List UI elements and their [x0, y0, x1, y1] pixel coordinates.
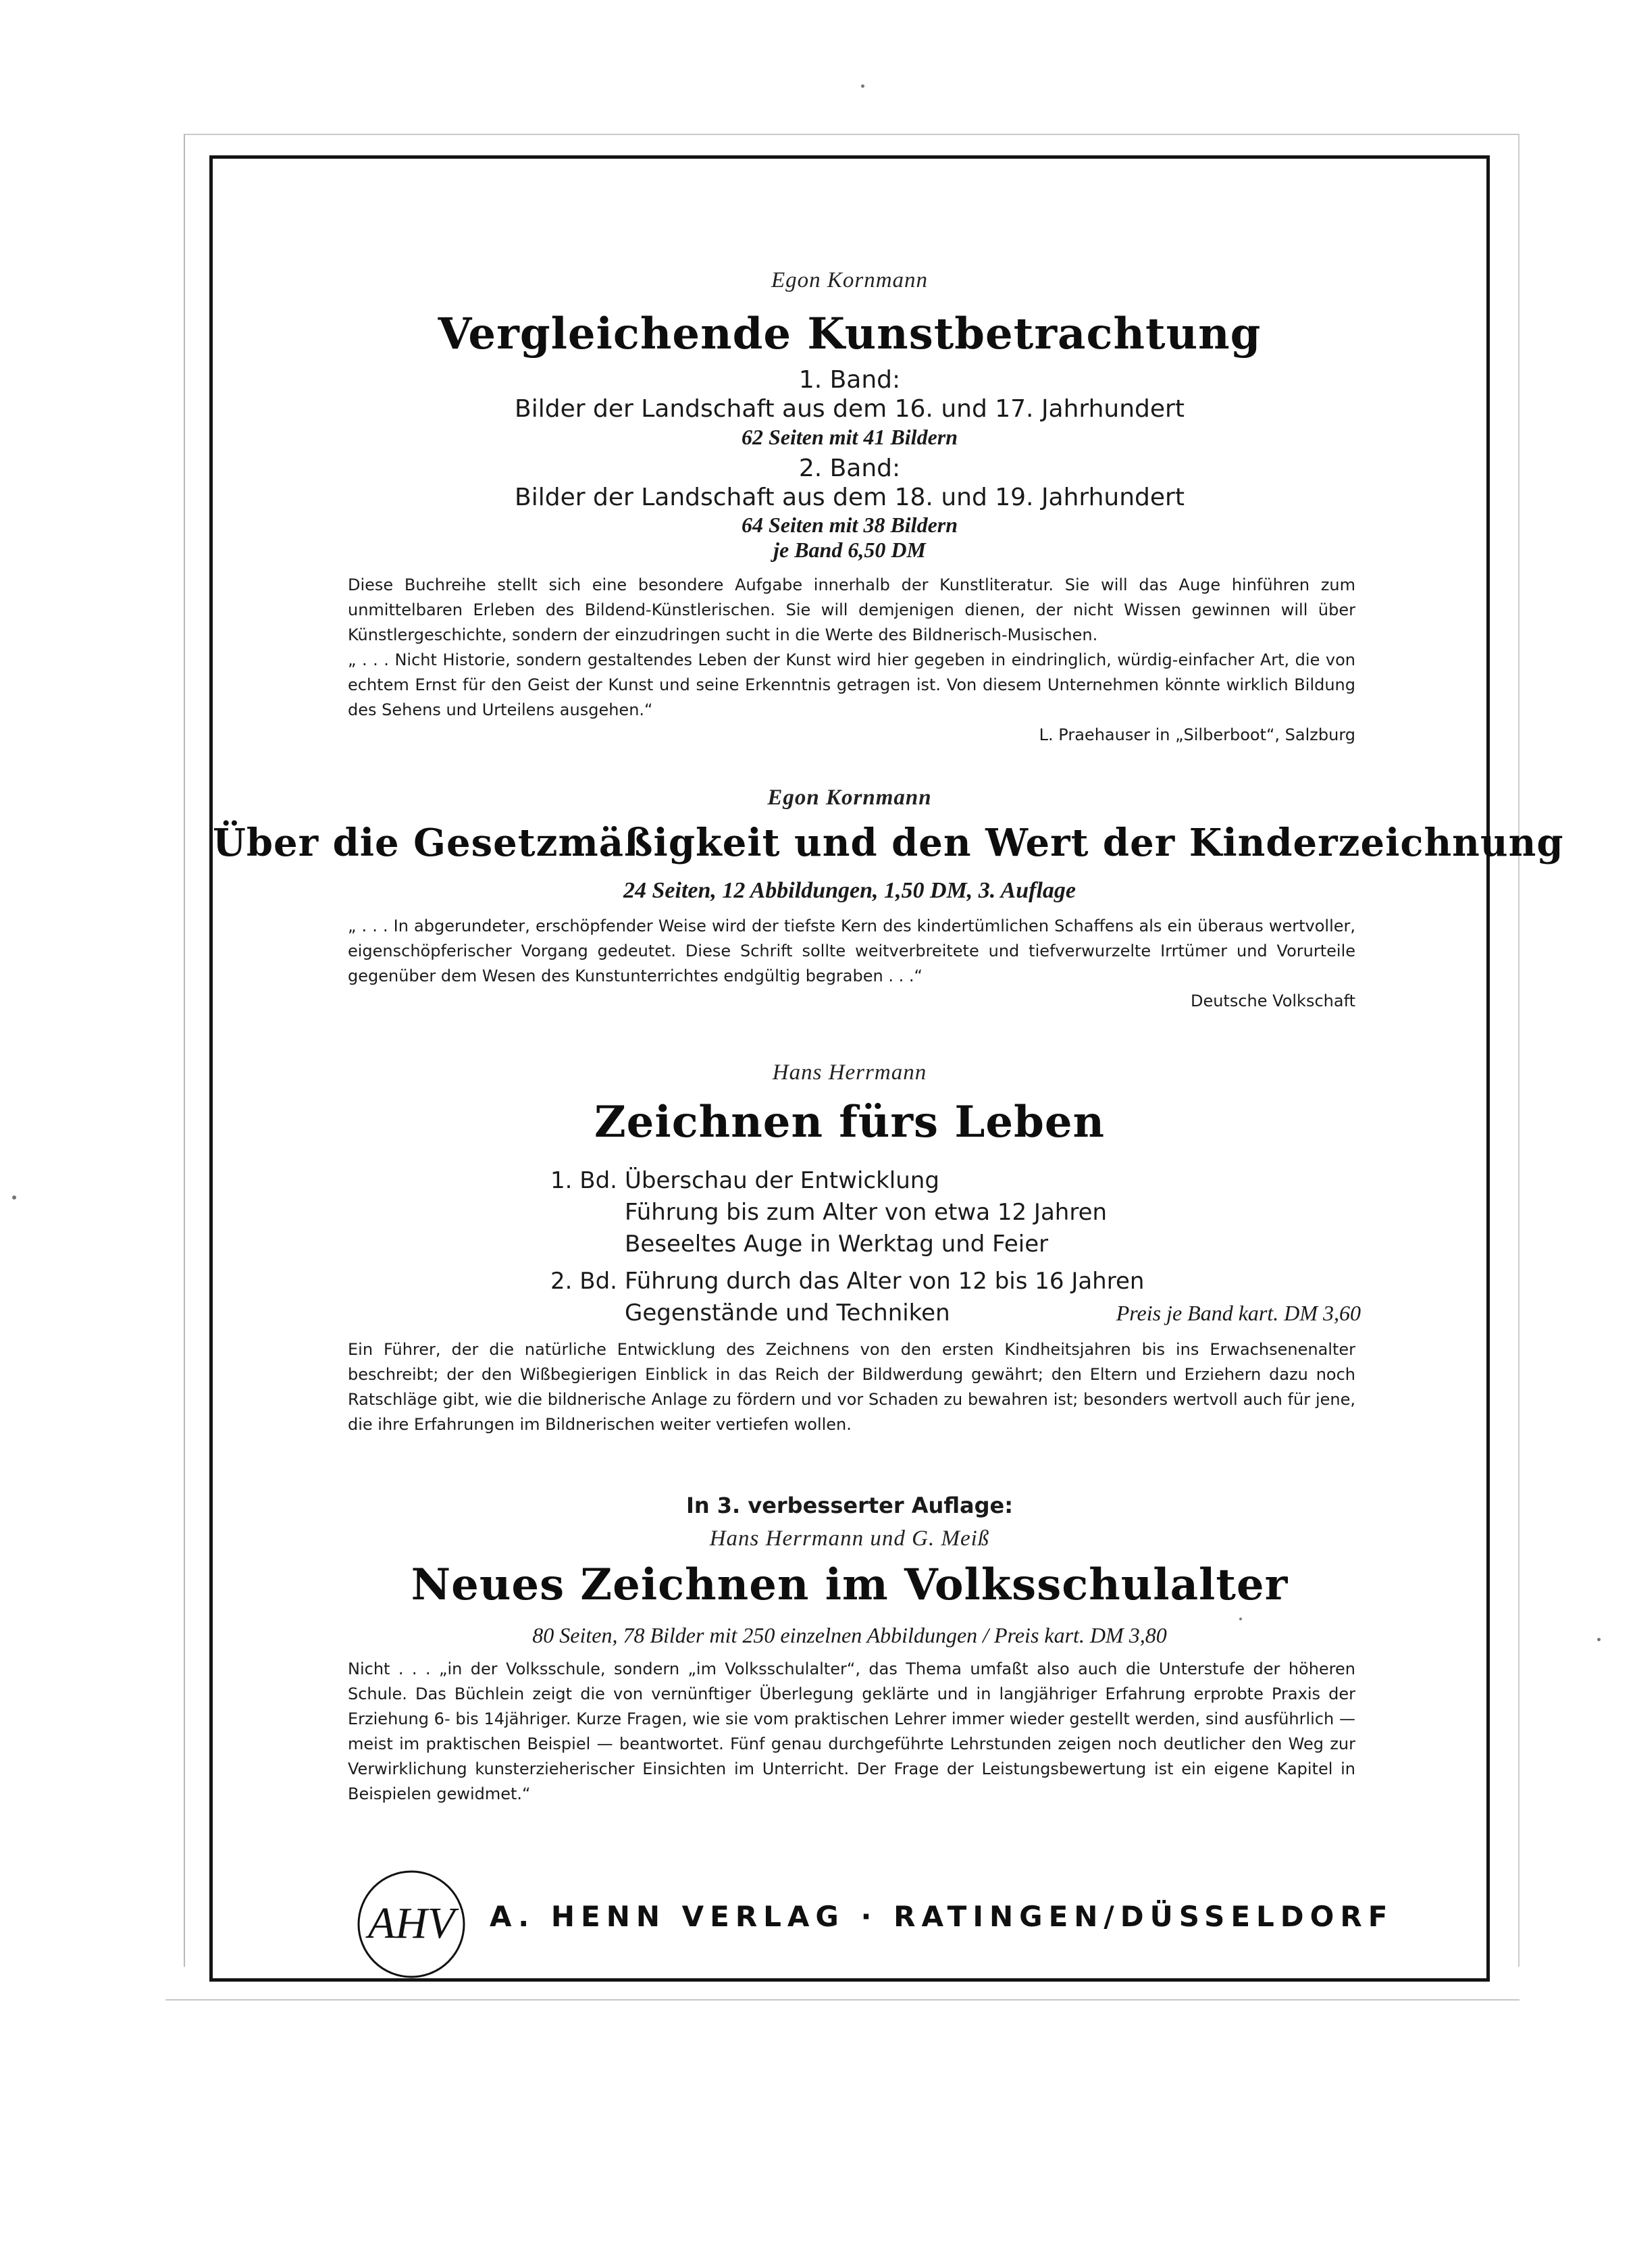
- book3-text: [348, 1337, 1355, 1437]
- book4-author: Hans Herrmann und G. Meiß: [709, 1526, 990, 1551]
- book3-vol2-line2: Gegenstände und Techniken: [625, 1299, 950, 1326]
- book3-vol2-line1: Führung durch das Alter von 12 bis 16 Jahren: [625, 1268, 1145, 1295]
- book4-edition: In 3. verbesserter Auflage:: [685, 1493, 1014, 1518]
- logo-monogram: AHV: [367, 1899, 455, 1948]
- book1-vol2-label: 2. Band:: [798, 455, 901, 482]
- book1-title: Vergleichende Kunstbetrachtung: [438, 309, 1262, 359]
- book1-author: Egon Kornmann: [771, 268, 929, 292]
- book2-details: 24 Seiten, 12 Abbildungen, 1,50 DM, 3. Auflage: [623, 878, 1076, 903]
- scan-speck: [12, 1195, 16, 1200]
- book3-vol1-line2: Führung bis zum Alter von etwa 12 Jahren: [625, 1199, 1108, 1226]
- book1-review-source: L. Praehauser in „Silberboot“, Salzburg: [1039, 725, 1355, 744]
- book4-details: 80 Seiten, 78 Bilder mit 250 einzelnen Abbildungen / Preis kart. DM 3,80: [532, 1623, 1167, 1647]
- book2-text: [348, 914, 1355, 1014]
- book1-vol1-pages: 62 Seiten mit 41 Bildern: [741, 425, 958, 449]
- book4-text: [348, 1657, 1355, 1807]
- book1-vol1-subject: Bilder der Landschaft aus dem 16. und 17. Jahrhundert: [515, 395, 1185, 423]
- book3-vol1-label: 1. Bd.: [550, 1167, 617, 1194]
- scan-bottom-line: [165, 1999, 1520, 2001]
- book1-description: Diese Buchreihe stellt sich eine besondere Aufgabe innerhalb der Kunstliteratur. Sie will das Auge hinführen zum unmittelbaren Erleben des Bildend-Künstlerischen. Sie will demjenigen dienen, der nicht Wissen gewinnen will über Künstlergeschichte, sondern der einzudringen sucht in die Werte des Bildnerisch-Musischen.: [348, 575, 1355, 644]
- book3-vol2-row: [550, 1266, 1361, 1297]
- book1-price: je Band 6,50 DM: [773, 538, 926, 562]
- book3-vol1-line1: Überschau der Entwicklung: [625, 1167, 939, 1194]
- book1-vol2-pages: 64 Seiten mit 38 Bildern: [741, 513, 958, 537]
- book3-vol2-price-line: [625, 1297, 1361, 1329]
- book4-description: Nicht . . . „in der Volksschule, sondern „im Volksschulalter“, das Thema umfaßt also auch die Unterstufe der höheren Schule. Das Büchlein zeigt die von vernünftiger Überlegung geklärte und in langjähriger Erfahrung erprobte Praxis der Erziehung 6- bis 14jähriger. Kurze Fragen, wie sie vom praktischen Lehrer immer wieder gestellt werden, sind ausführlich — meist im praktischen Beispiel — beantwortet. Fünf genau durchgeführte Lehrstunden zeigen noch deutlicher den Weg zur Verwirklichung kunsterzieherischer Einsichten im Unterricht. Der Frage der Leistungsbewertung ist ein eigene Kapitel in Beispielen gewidmet.“: [348, 1659, 1355, 1803]
- book1-vol1-label: 1. Band:: [798, 366, 901, 394]
- scan-speck: [1597, 1638, 1601, 1641]
- book3-vol2-row-cont1: [550, 1297, 1361, 1329]
- book2-author: Egon Kornmann: [767, 785, 932, 810]
- book1-text: [348, 573, 1355, 748]
- book1-review: „ . . . Nicht Historie, sondern gestaltendes Leben der Kunst wird hier gegeben in eindringlich, würdig-einfacher Art, die von echtem Ernst für den Geist der Kunst und seine Erkenntnis getragen ist. Von diesem Unternehmen könnte wirklich Bildung des Sehens und Urteilens ausgehen.“: [348, 650, 1355, 719]
- book3-vol1-line3: Beseeltes Auge in Werktag und Feier: [625, 1231, 1049, 1258]
- book2-review-source: Deutsche Volkschaft: [1190, 991, 1355, 1010]
- book3-vol2-label: 2. Bd.: [550, 1268, 617, 1295]
- book3-vol1-row-cont2: [550, 1229, 1361, 1260]
- publisher-name: A. HENN VERLAG · RATINGEN/DÜSSELDORF: [490, 1900, 1394, 1933]
- book3-volume-list: [550, 1165, 1361, 1329]
- book4-title: Neues Zeichnen im Volksschulalter: [411, 1560, 1289, 1610]
- book3-price: Preis je Band kart. DM 3,60: [1116, 1301, 1361, 1325]
- book3-description: Ein Führer, der die natürliche Entwicklung des Zeichnens von den ersten Kindheitsjahren bis ins Erwachsenenalter beschreibt; der den Wißbegierigen Einblick in das Reich der Bildwerdung gewährt; den Eltern und Erziehern dazu noch Ratschläge gibt, wie die bildnerische Anlage zu fördern und vor Schaden zu bewahren ist; besonders wertvoll auch für jene, die ihre Erfahrungen im Bildnerischen weiter vertiefen wollen.: [348, 1340, 1355, 1434]
- book3-author: Hans Herrmann: [772, 1060, 927, 1085]
- scan-speck: [861, 84, 864, 88]
- publisher-logo: [355, 1867, 468, 1981]
- book3-title: Zeichnen fürs Leben: [594, 1097, 1106, 1148]
- book3-vol1-row: [550, 1165, 1361, 1197]
- book1-vol2-subject: Bilder der Landschaft aus dem 18. und 19. Jahrhundert: [515, 484, 1185, 511]
- book2-review: „ . . . In abgerundeter, erschöpfender Weise wird der tiefste Kern des kindertümlichen Schaffens als ein überaus wertvoller, eigenschöpferischer Vorgang gedeutet. Diese Schrift sollte weitverbreitete und tiefverwurzelte Irrtümer und Vorurteile gegenüber dem Wesen des Kunstunterrichtes endgültig begraben . . .“: [348, 917, 1355, 985]
- advertisement-frame: [209, 155, 1564, 1982]
- book2-title: Über die Gesetzmäßigkeit und den Wert der Kinderzeichnung: [213, 821, 1564, 865]
- book3-vol1-row-cont1: [550, 1197, 1361, 1229]
